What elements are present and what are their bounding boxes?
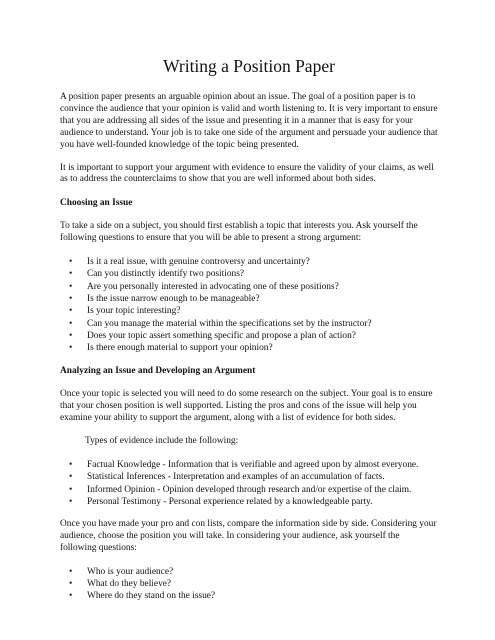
bullet-icon: • bbox=[69, 566, 73, 577]
list-item: • Can you manage the material within the specifications set by the instructor? bbox=[69, 318, 372, 329]
bullet-icon: • bbox=[69, 318, 73, 329]
bullet-icon: • bbox=[69, 269, 73, 280]
bullet-icon: • bbox=[69, 257, 73, 268]
bullet-icon: • bbox=[69, 579, 73, 590]
list-item: • Does your topic assert something specific and propose a plan of action? bbox=[69, 330, 356, 341]
section-heading-choosing: Choosing an Issue bbox=[60, 198, 133, 209]
bullet-icon: • bbox=[69, 306, 73, 317]
page-title: Writing a Position Paper bbox=[163, 56, 335, 76]
list-item: • Factual Knowledge - Information that is verifiable and agreed upon by almost everyone. bbox=[69, 459, 419, 470]
bullet-icon: • bbox=[69, 330, 73, 341]
bullet-icon: • bbox=[69, 496, 73, 507]
evidence-paragraph: It is important to support your argument with evidence to ensure the validity of your claims, as well as to address the counterclaims to show that you are well informed about both sides. bbox=[60, 162, 434, 185]
list-item: • Is there enough material to support your opinion? bbox=[69, 343, 273, 354]
research-paragraph: Once your topic is selected you will need to do some research on the subject. Your goal is to ensure that your chosen position is well supported. Listing the pros and cons of the issue will help you examine your ability to support the argument, along with a list of evidence for both sides. bbox=[60, 389, 433, 424]
document-page bbox=[60, 0, 438, 603]
bullet-icon: • bbox=[69, 459, 73, 470]
bullet-icon: • bbox=[69, 472, 73, 483]
list-item: • Is your topic interesting? bbox=[69, 306, 181, 317]
bullet-icon: • bbox=[69, 484, 73, 495]
bullet-icon: • bbox=[69, 293, 73, 304]
evidence-types-intro: Types of evidence include the following: bbox=[85, 436, 239, 447]
list-item: • Personal Testimony - Personal experience related by a knowledgeable party. bbox=[69, 496, 373, 507]
list-item: • Are you personally interested in advocating one of these positions? bbox=[69, 281, 339, 292]
list-item: • Informed Opinion - Opinion developed through research and/or expertise of the claim. bbox=[69, 484, 412, 495]
list-item: • Where do they stand on the issue? bbox=[69, 591, 216, 602]
list-item: • What do they believe? bbox=[69, 579, 172, 590]
evidence-types-list bbox=[60, 459, 438, 508]
compare-paragraph: Once you have made your pro and con lists, compare the information side by side. Considering your audience, choose the position you will take. In considering your audience, ask yourself the following questions: bbox=[60, 519, 437, 553]
bullet-icon: • bbox=[69, 281, 73, 292]
choosing-questions-list bbox=[60, 256, 438, 354]
list-item: • Is it a real issue, with genuine controversy and uncertainty? bbox=[69, 257, 310, 268]
bullet-icon: • bbox=[69, 343, 73, 354]
section-heading-analyzing: Analyzing an Issue and Developing an Argument bbox=[60, 366, 256, 377]
intro-paragraph: A position paper presents an arguable opinion about an issue. The goal of a position paper is to convince the audience that your opinion is valid and worth listening to. It is very important to ensure that you are addressing all sides of the issue and presenting it in a manner that is easy for your audience to understand. Your job is to take one side of the argument and persuade your audience that you have well-founded knowledge of the topic being presented. bbox=[60, 92, 438, 150]
bullet-icon: • bbox=[69, 591, 73, 602]
list-item: • Can you distinctly identify two positions? bbox=[69, 269, 245, 280]
list-item: • Who is your audience? bbox=[69, 566, 174, 577]
list-item: • Statistical Inferences - Interpretation and examples of an accumulation of facts. bbox=[69, 472, 385, 483]
choosing-paragraph: To take a side on a subject, you should first establish a topic that interests you. Ask yourself the following questions to ensure that you will be able to present a strong argument: bbox=[60, 221, 418, 244]
audience-questions-list bbox=[60, 566, 438, 603]
list-item: • Is the issue narrow enough to be manageable? bbox=[69, 293, 260, 304]
